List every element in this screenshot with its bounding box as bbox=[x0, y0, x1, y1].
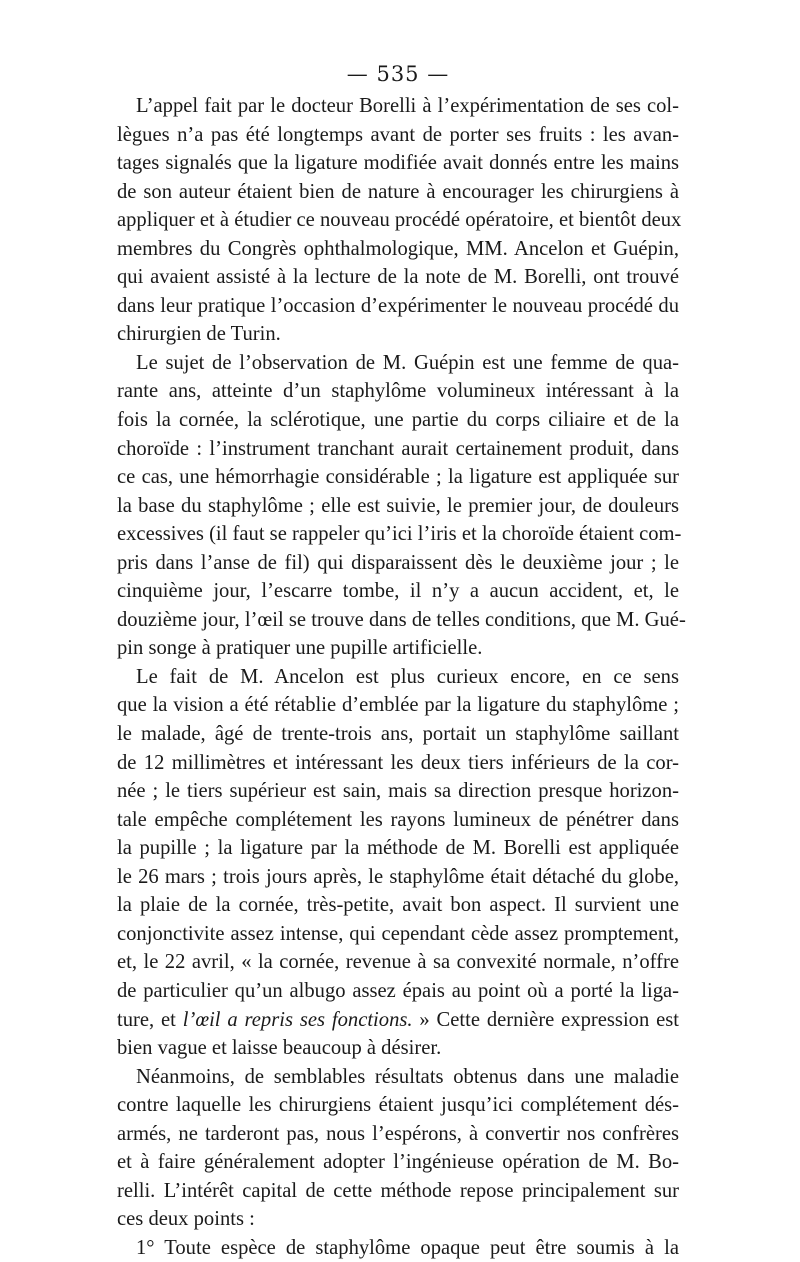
text-line: contre laquelle les chirurgiens étaient jusqu’ici complétement dés- bbox=[117, 1094, 679, 1117]
document-page bbox=[117, 60, 686, 1262]
text-line: ce cas, une hémorrhagie considérable ; la ligature est appliquée sur bbox=[117, 466, 679, 489]
paragraph bbox=[117, 92, 682, 349]
text-line: armés, ne tarderont pas, nous l’espérons, à convertir nos confrères bbox=[117, 1122, 679, 1145]
text-line: tages signalés que la ligature modifiée avait donnés entre les mains bbox=[117, 152, 679, 175]
text-line: douzième jour, l’œil se trouve dans de telles conditions, que M. Gué- bbox=[117, 608, 686, 631]
text-line: pris dans l’anse de fil) qui disparaissent dès le deuxième jour ; le bbox=[117, 551, 679, 574]
text-line: ces deux points : bbox=[117, 1208, 255, 1231]
text-line: rante ans, atteinte d’un staphylôme volumineux intéressant à la bbox=[117, 380, 679, 403]
paragraph bbox=[117, 1234, 679, 1262]
text-line: de son auteur étaient bien de nature à encourager les chirurgiens à bbox=[117, 180, 679, 203]
text-line: la base du staphylôme ; elle est suivie, le premier jour, de douleurs bbox=[117, 494, 679, 517]
text-line: de 12 millimètres et intéressant les deux tiers inférieurs de la cor- bbox=[117, 751, 679, 774]
text-line: bien vague et laisse beaucoup à désirer. bbox=[117, 1037, 442, 1060]
text-line: tale empêche complétement les rayons lumineux de pénétrer dans bbox=[117, 808, 679, 831]
italic-quote: l’œil a repris ses fonctions. bbox=[182, 1008, 413, 1031]
text-line: L’appel fait par le docteur Borelli à l’expérimentation de ses col- bbox=[136, 95, 679, 117]
page-number: — 535 — bbox=[346, 62, 450, 86]
text-line: et, le 22 avril, « la cornée, revenue à sa convexité normale, n’offre bbox=[117, 951, 679, 974]
text-line: le malade, âgé de trente-trois ans, portait un staphylôme saillant bbox=[117, 723, 679, 746]
text-line: la pupille ; la ligature par la méthode de M. Borelli est appliquée bbox=[117, 837, 679, 860]
text-line: dans leur pratique l’occasion d’expérimenter le nouveau procédé du bbox=[117, 294, 679, 317]
text-line: membres du Congrès ophthalmologique, MM. Ancelon et Guépin, bbox=[117, 237, 679, 260]
text-span: » Cette dernière expression est bbox=[412, 1008, 680, 1031]
text-line: chirurgien de Turin. bbox=[117, 323, 281, 346]
text-line: la plaie de la cornée, très-petite, avait bon aspect. Il survient une bbox=[117, 894, 679, 917]
text-line: excessives (il faut se rappeler qu’ici l’iris et la choroïde étaient com- bbox=[117, 523, 682, 546]
text-line-with-italic bbox=[117, 1006, 679, 1035]
text-line: conjonctivite assez intense, qui cependant cède assez promptement, bbox=[117, 922, 679, 945]
text-line: appliquer et à étudier ce nouveau procédé opératoire, et bientôt deux bbox=[117, 209, 682, 232]
text-line: qui avaient assisté à la lecture de la note de M. Borelli, ont trouvé bbox=[117, 266, 679, 289]
text-line: fois la cornée, la sclérotique, une partie du corps ciliaire et de la bbox=[117, 409, 679, 432]
text-line: Le fait de M. Ancelon est plus curieux encore, en ce sens bbox=[136, 665, 679, 688]
paragraph bbox=[117, 663, 679, 1063]
paragraph bbox=[117, 349, 686, 663]
text-line: le 26 mars ; trois jours après, le staphylôme était détaché du globe, bbox=[117, 865, 679, 888]
text-line: et à faire généralement adopter l’ingénieuse opération de M. Bo- bbox=[117, 1151, 679, 1174]
text-line: Néanmoins, de semblables résultats obtenus dans une maladie bbox=[136, 1065, 679, 1088]
text-line: relli. L’intérêt capital de cette méthode repose principalement sur bbox=[117, 1179, 679, 1202]
text-line: pin songe à pratiquer une pupille artificielle. bbox=[117, 637, 483, 660]
body-text bbox=[117, 92, 686, 1262]
text-line: que la vision a été rétablie d’emblée par la ligature du staphylôme ; bbox=[117, 694, 679, 717]
paragraph bbox=[117, 1063, 679, 1234]
text-line: née ; le tiers supérieur est sain, mais sa direction presque horizon- bbox=[117, 780, 679, 803]
text-line: 1° Toute espèce de staphylôme opaque peut être soumis à la bbox=[136, 1236, 679, 1259]
text-line: lègues n’a pas été longtemps avant de porter ses fruits : les avan- bbox=[117, 123, 679, 146]
text-line: choroïde : l’instrument tranchant aurait certainement produit, dans bbox=[117, 437, 679, 460]
text-line: cinquième jour, l’escarre tombe, il n’y a aucun accident, et, le bbox=[117, 580, 679, 603]
text-line: Le sujet de l’observation de M. Guépin est une femme de qua- bbox=[136, 351, 679, 374]
text-span: ture, et bbox=[117, 1008, 183, 1031]
text-line: de particulier qu’un albugo assez épais au point où a porté la liga- bbox=[117, 979, 679, 1002]
